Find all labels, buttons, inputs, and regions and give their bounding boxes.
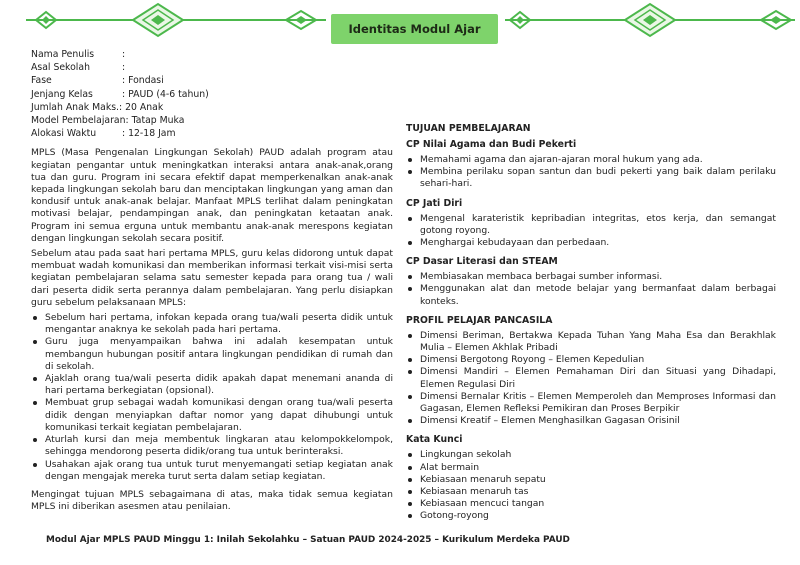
identity-value: 12-18 Jam	[128, 128, 176, 140]
list-item: Ajaklah orang tua/wali peserta didik apakah dapat menemani ananda di hari pertama berkegiatan (opsional).	[31, 373, 393, 397]
right-column	[406, 118, 776, 529]
cp-heading: CP Nilai Agama dan Budi Pekerti	[406, 139, 577, 150]
identity-label: Alokasi Waktu	[31, 128, 97, 140]
header-ornament-right	[505, 0, 795, 40]
list-item: Dimensi Bergotong Royong – Elemen Kepedulian	[406, 354, 776, 366]
list-item: Lingkungan sekolah	[406, 449, 776, 461]
list-item: Menggunakan alat dan metode belajar yang bermanfaat dalam berbagai konteks.	[406, 283, 776, 307]
list-item: Memahami agama dan ajaran-ajaran moral hukum yang ada.	[406, 154, 776, 166]
identity-label: Nama Penulis	[31, 49, 95, 60]
identity-row: Jumlah Anak Maks. : 20 Anak	[31, 101, 164, 113]
page-footer: Modul Ajar MPLS PAUD Minggu 1: Inilah Sekolahku – Satuan PAUD 2024-2025 – Kurikulum Merdeka PAUD	[46, 535, 570, 545]
objectives-heading: TUJUAN PEMBELAJARAN	[406, 123, 531, 134]
intro-paragraph: Sebelum atau pada saat hari pertama MPLS, guru kelas didorong untuk dapat membuat wadah komunikasi dan memberikan informasi terkait visi-misi serta kegiatan pembelajaran selama satu semester kepada para orang tua / wali dari peserta didik serta perannya dalam pembelajaran. Yang perlu disiapkan guru sebelum pelaksanaan MPLS:	[31, 248, 393, 308]
list-item: Kebiasaan menaruh tas	[406, 486, 776, 498]
cp-list	[406, 271, 776, 308]
identity-label: Fase	[31, 75, 52, 87]
list-item: Dimensi Kreatif – Elemen Menghasilkan Gagasan Orisinil	[406, 415, 776, 427]
identity-row: Alokasi Waktu : 12-18 Jam	[31, 128, 176, 140]
identity-label: Asal Sekolah	[31, 62, 90, 74]
intro-paragraph: MPLS (Masa Pengenalan Lingkungan Sekolah) PAUD adalah program atau kegiatan pengantar untuk meningkatkan interaksi antara anak-anak,orang tua dan guru. Program ini secara efektif dapat memperkenalkan anak-anak kepada lingkungan sekolah baru dan menciptakan lingkungan yang aman dan kondusif untuk anak-anak belajar. Manfaat MPLS terlihat dalam peningkatan motivasi belajar, pendampingan anak, dan peningkatan ketaatan anak. Program ini semua erguna untuk membantu anak-anak merespons kegiatan dengan lingkungan sekolah secara positif.	[31, 147, 393, 244]
list-item: Dimensi Beriman, Bertakwa Kepada Tuhan Yang Maha Esa dan Berakhlak Mulia – Elemen Akhlak Pribadi	[406, 330, 776, 354]
cp-list	[406, 213, 776, 250]
identity-label: Model Pembelajaran	[31, 115, 126, 127]
identity-row: Fase : Fondasi	[31, 75, 164, 87]
header-ornament-left	[26, 0, 326, 40]
list-item: Kebiasaan menaruh sepatu	[406, 474, 776, 486]
closing-paragraph: Mengingat tujuan MPLS sebagaimana di atas, maka tidak semua kegiatan MPLS ini diberikan asesmen atau penilaian.	[31, 488, 393, 513]
identity-row: Nama Penulis :	[31, 49, 129, 60]
list-item: Usahakan ajak orang tua untuk turut menyemangati setiap kegiatan anak dengan mengajak mereka turut serta dalam setiap kegiatan.	[31, 459, 393, 483]
keywords-heading: Kata Kunci	[406, 434, 463, 446]
identity-row: Model Pembelajaran : Tatap Muka	[31, 115, 185, 127]
list-item: Membina perilaku sopan santun dan budi pekerti yang baik dalam perilaku sehari-hari.	[406, 166, 776, 190]
identity-label: Jenjang Kelas	[31, 88, 93, 100]
title-banner	[331, 14, 498, 44]
list-item: Membuat grup sebagai wadah komunikasi dengan orang tua/wali peserta didik dengan menyiapkan daftar nomor yang dapat dihubungi untuk komunikasi terkait kegiatan pembelajaran.	[31, 397, 393, 434]
cp-heading: CP Dasar Literasi dan STEAM	[406, 256, 558, 268]
list-item: Aturlah kursi dan meja membentuk lingkaran atau kelompokkelompok, sehingga mendorong peserta didik/orang tua untuk berinteraksi.	[31, 434, 393, 458]
page-title: Identitas Modul Ajar	[348, 22, 481, 36]
list-item: Menghargai kebudayaan dan perbedaan.	[406, 237, 776, 249]
identity-row: Jenjang Kelas : PAUD (4-6 tahun)	[31, 88, 209, 100]
cp-list	[406, 154, 776, 191]
list-item: Guru juga menyampaikan bahwa ini adalah kesempatan untuk membangun hubungan positif antara lingkungan pendidikan di rumah dan di sekolah.	[31, 336, 393, 373]
list-item: Sebelum hari pertama, infokan kepada orang tua/wali peserta didik untuk mengantar anaknya ke sekolah pada hari pertama.	[31, 312, 393, 336]
identity-value: Tatap Muka	[131, 115, 185, 127]
profile-heading: PROFIL PELAJAR PANCASILA	[406, 314, 553, 326]
list-item: Kebiasaan mencuci tangan	[406, 498, 776, 510]
list-item: Membiasakan membaca berbagai sumber informasi.	[406, 271, 776, 283]
identity-label: Jumlah Anak Maks.	[31, 101, 120, 113]
profile-list	[406, 330, 776, 428]
identity-value: 20 Anak	[125, 101, 164, 113]
cp-heading: CP Jati Diri	[406, 197, 463, 209]
preparation-list	[31, 312, 393, 483]
keywords-list	[406, 449, 776, 522]
left-column	[31, 48, 393, 516]
list-item: Gotong-royong	[406, 510, 776, 522]
list-item: Alat bermain	[406, 462, 776, 474]
list-item: Mengenal karateristik kepribadian integritas, etos kerja, dan semangat gotong royong.	[406, 213, 776, 237]
identity-value: PAUD (4-6 tahun)	[128, 88, 209, 100]
identity-table	[31, 48, 393, 140]
identity-row: Asal Sekolah :	[31, 62, 129, 74]
identity-value: Fondasi	[128, 75, 164, 87]
list-item: Dimensi Mandiri – Elemen Pemahaman Diri dan Situasi yang Dihadapi, Elemen Regulasi Diri	[406, 366, 776, 390]
list-item: Dimensi Bernalar Kritis – Elemen Memperoleh dan Memproses Informasi dan Gagasan, Elemen Refleksi Pemikiran dan Proses Berpikir	[406, 391, 776, 415]
